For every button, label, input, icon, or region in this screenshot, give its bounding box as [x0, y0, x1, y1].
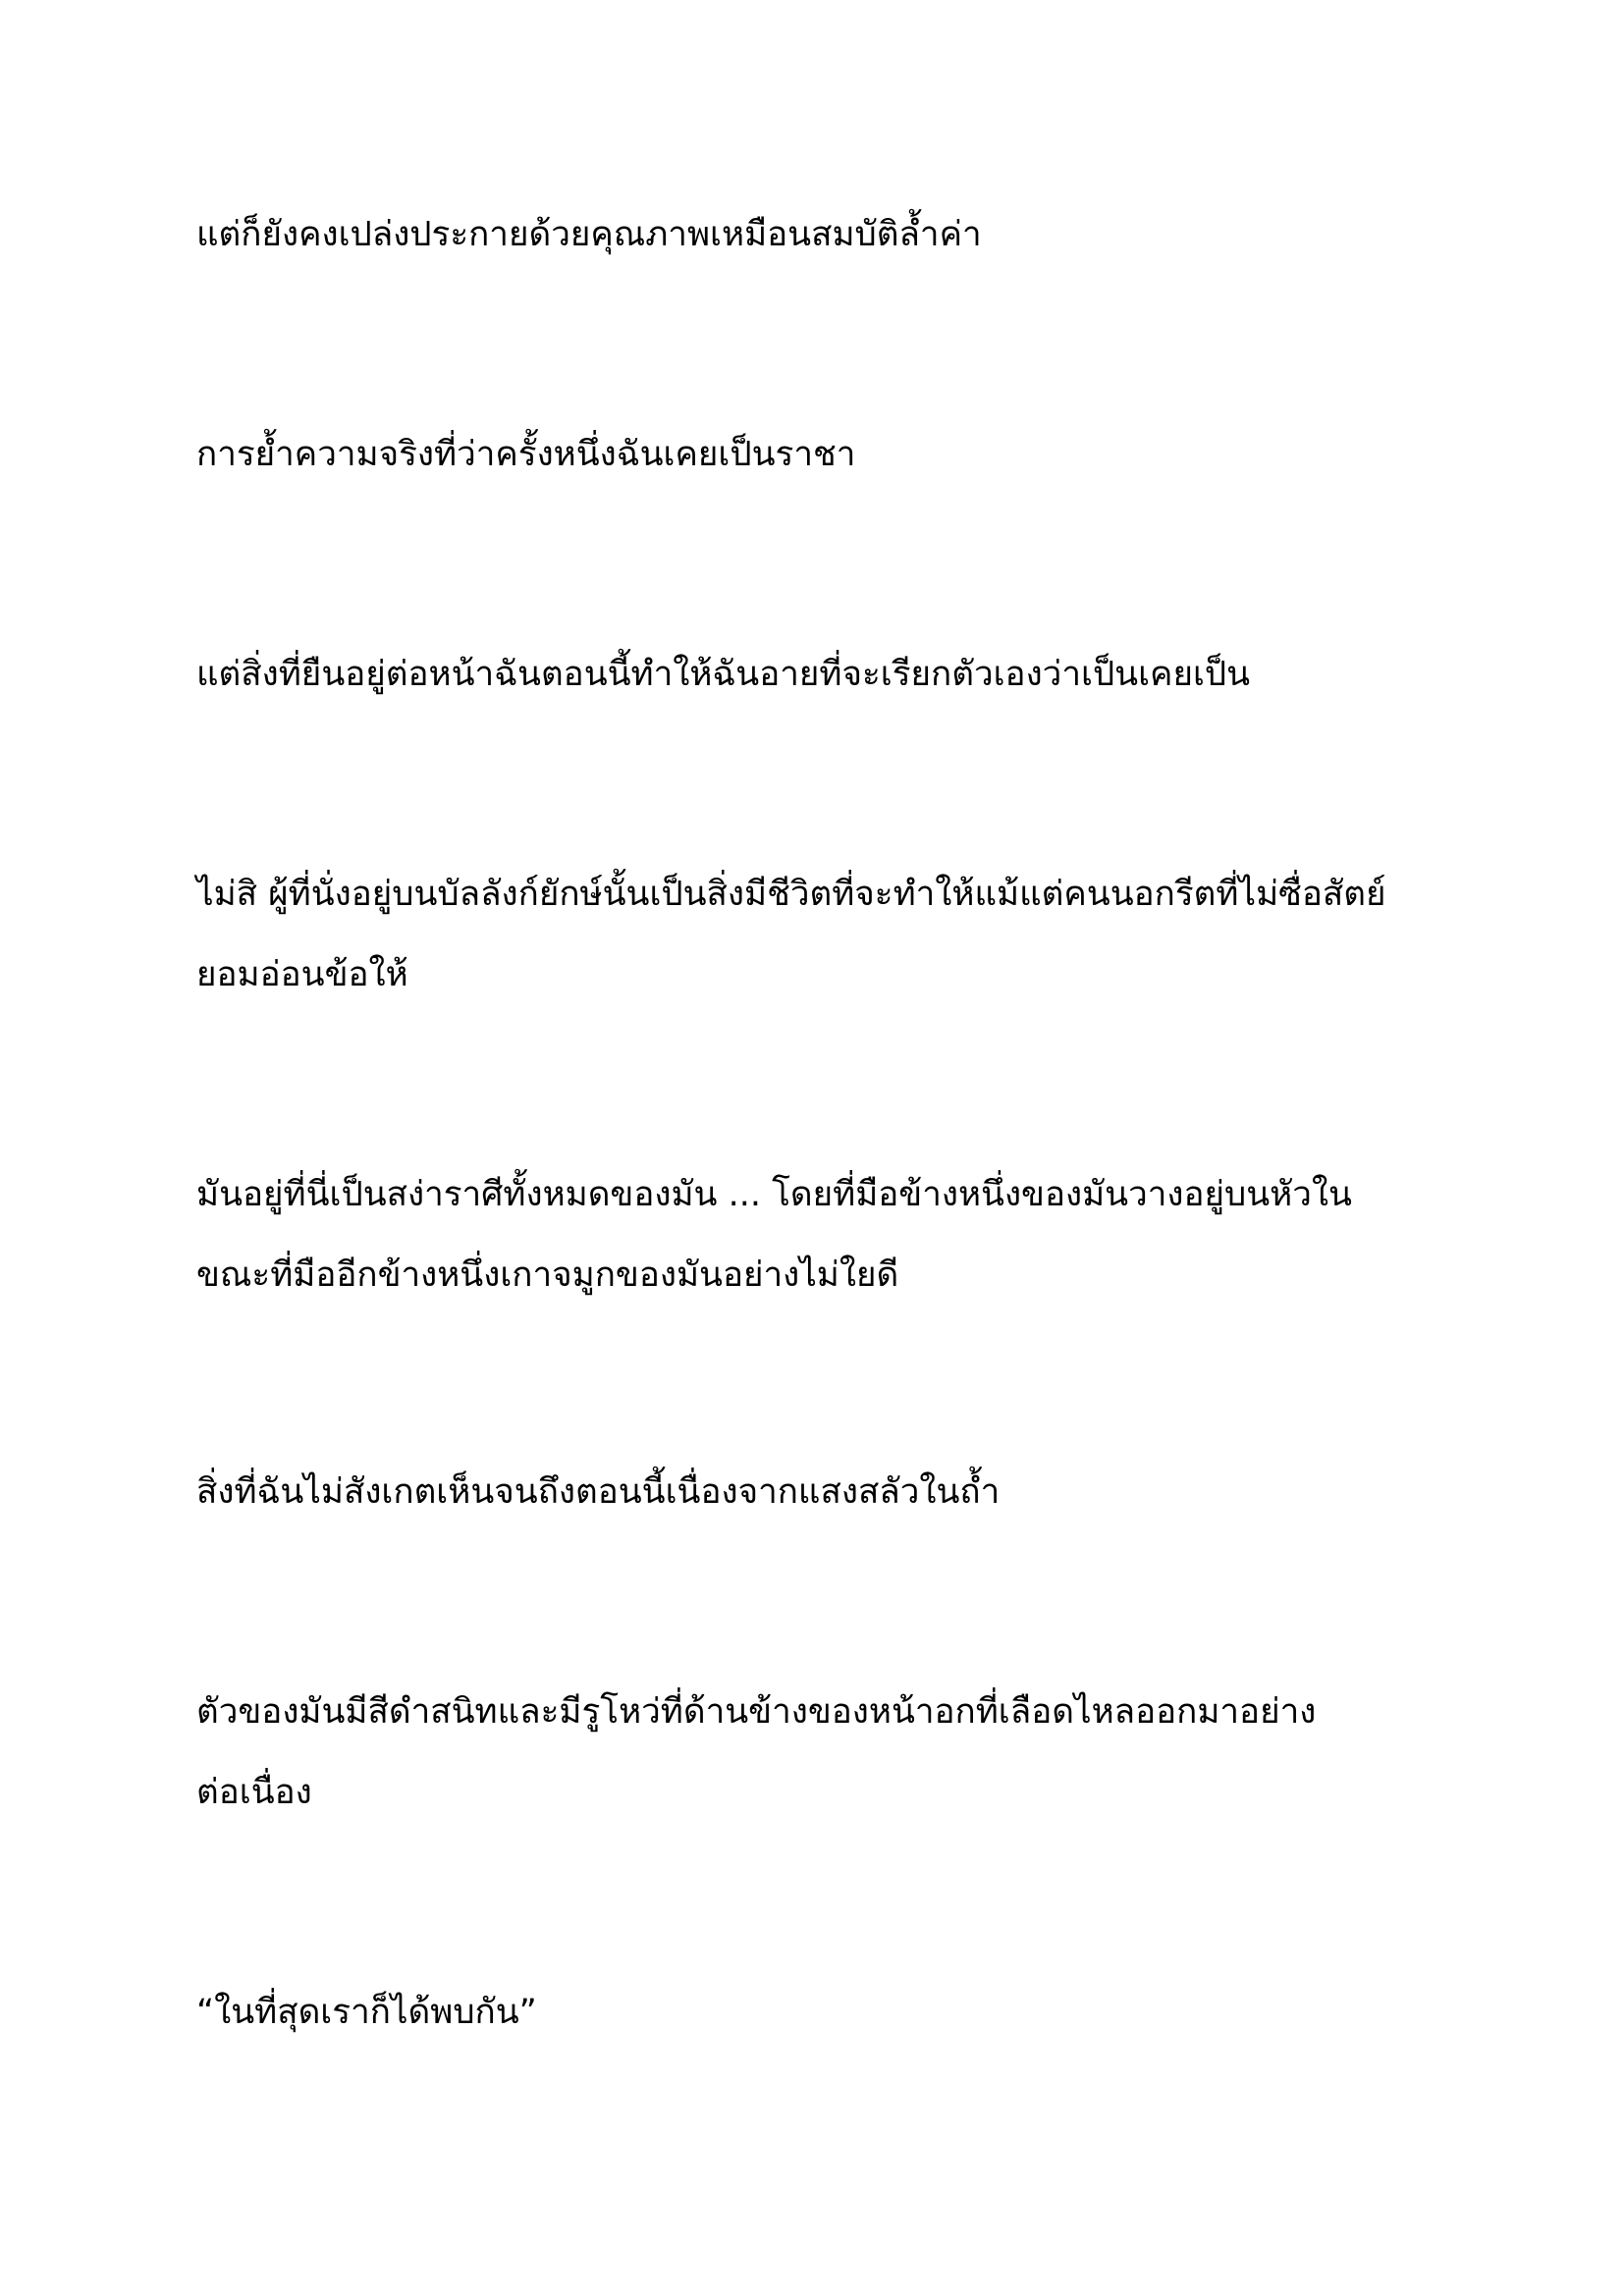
paragraph: [196, 1452, 1473, 1532]
text-line: การย้ำความจริงที่ว่าครั้งหนึ่งฉันเคยเป็นราชา: [196, 435, 856, 474]
text-line: ต่อเนื่อง: [196, 1773, 312, 1812]
text-line: แต่ก็ยังคงเปล่งประกายด้วยคุณภาพเหมือนสมบัติล้ำค่า: [196, 215, 982, 254]
paragraph: [196, 414, 1473, 495]
text-line: “ในที่สุดเราก็ได้พบกัน”: [196, 1993, 537, 2032]
paragraph: [196, 634, 1473, 715]
text-line: มันอยู่ที่นี่เป็นสง่าราศีทั้งหมดของมัน ... โดยที่มือข้างหนึ่งของมันวางอยู่บนหัวใน: [196, 1175, 1352, 1214]
paragraph: [196, 854, 1473, 1015]
paragraph: [196, 1154, 1473, 1315]
text-line: แต่สิ่งที่ยืนอยู่ต่อหน้าฉันตอนนี้ทำให้ฉันอายที่จะเรียกตัวเองว่าเป็นเคยเป็น: [196, 655, 1251, 694]
text-line: ขณะที่มืออีกข้างหนึ่งเกาจมูกของมันอย่างไม่ใยดี: [196, 1255, 899, 1295]
text-line: ยอมอ่อนข้อให้: [196, 955, 408, 994]
text-line: สิ่งที่ฉันไม่สังเกตเห็นจนถึงตอนนี้เนื่องจากแสงสลัวในถ้ำ: [196, 1472, 1001, 1512]
paragraph: [196, 1672, 1473, 1833]
text-line: ตัวของมันมีสีดำสนิทและมีรูโหว่ที่ด้านข้างของหน้าอกที่เลือดไหลออกมาอย่าง: [196, 1692, 1317, 1732]
paragraph: [196, 194, 1473, 275]
paragraph: [196, 1972, 1473, 2053]
text-line: ไม่สิ ผู้ที่นั่งอยู่บนบัลลังก์ยักษ์นั้นเป็นสิ่งมีชีวิตที่จะทำให้แม้แต่คนนอกรีตที่ไม่ซื่อสัตย์: [196, 875, 1386, 914]
